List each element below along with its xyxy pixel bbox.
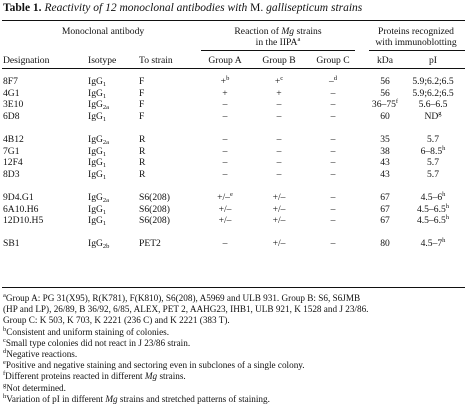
- cell-group-a: [198, 146, 252, 157]
- cell-designation: 4G1: [3, 87, 20, 99]
- cell-pi-note: h: [442, 237, 446, 244]
- cell-strain: R: [139, 157, 146, 168]
- cell-isotype: [88, 215, 106, 226]
- cell-kda-value: 43: [380, 157, 390, 168]
- cell-strain: PET2: [139, 238, 161, 249]
- footnote-marker: f: [3, 370, 6, 378]
- cell-group-a-value: –: [222, 99, 228, 110]
- cell-pi: [404, 111, 462, 122]
- cell-kda: [366, 215, 404, 226]
- cell-group-c-value: –: [330, 134, 336, 145]
- cell-group-a: [198, 204, 252, 215]
- isotype-text: IgG: [88, 134, 103, 145]
- header-bottom-rule: [2, 68, 465, 69]
- cell-isotype: [88, 99, 109, 110]
- footnote-text-post: strains and stretched patterns of staining.: [117, 393, 270, 404]
- cell-isotype: [88, 134, 109, 145]
- cell-group-b-value: +: [276, 87, 282, 99]
- footnote-text: Group A: PG 31(X95), R(K781), F(K810), S6(208), A5969 and ULB 931. Group B: S6, S6JMB: [5, 293, 361, 303]
- cell-pi-note: h: [442, 144, 446, 152]
- cell-group-c: [306, 134, 360, 145]
- cell-strain: F: [139, 99, 145, 110]
- cell-pi-value: 4.5–6.5: [416, 203, 446, 215]
- cell-kda: [366, 192, 404, 203]
- cell-group-c-value: –: [330, 87, 336, 99]
- footnote-marker: g: [3, 381, 7, 389]
- cell-group-c-value: –: [330, 145, 336, 157]
- header-proteins-recognized: Proteins recognized: [378, 26, 454, 37]
- cell-isotype: [88, 192, 109, 203]
- cell-kda: [366, 134, 404, 145]
- cell-pi: [404, 146, 462, 157]
- cell-designation: 12D10.H5: [3, 215, 44, 226]
- cell-designation: 8D3: [3, 168, 20, 180]
- cell-group-b: [252, 192, 306, 203]
- cell-designation: 7G1: [3, 145, 20, 157]
- cell-group-b-value: –: [276, 157, 282, 168]
- cell-group-a: [198, 111, 252, 122]
- isotype-text: IgG: [88, 99, 103, 110]
- cell-strain: F: [139, 87, 145, 99]
- cell-group-c-value: –: [330, 168, 336, 180]
- cell-strain: S6(208): [139, 215, 170, 226]
- cell-kda: [366, 111, 404, 122]
- table-bottom-rule: [2, 287, 465, 288]
- cell-group-c: [306, 111, 360, 122]
- table-label: Table 1.: [3, 2, 42, 14]
- cell-group-b: [252, 157, 306, 168]
- header-immunoblotting: with immunoblotting: [375, 37, 457, 48]
- cell-group-b: [252, 99, 306, 110]
- cell-pi-value: 5.7: [427, 168, 439, 180]
- cell-group-b-note: c: [280, 75, 284, 82]
- cell-group-b: [252, 111, 306, 122]
- cell-kda-value: 35: [380, 134, 390, 145]
- footnote-marker: b: [3, 325, 7, 333]
- cell-group-c: [306, 204, 360, 215]
- isotype-text: IgG: [88, 87, 103, 99]
- isotype-subclass: 1: [102, 173, 107, 181]
- cell-isotype: [88, 157, 106, 168]
- cell-group-c-value: –: [328, 76, 334, 87]
- cell-group-b-value: –: [276, 168, 282, 180]
- table-title: [3, 2, 362, 14]
- footnote-line: [3, 394, 270, 405]
- cell-pi: [404, 99, 462, 110]
- cell-pi-note: h: [445, 202, 450, 210]
- cell-strain: F: [139, 110, 145, 122]
- cell-pi-note: h: [442, 191, 446, 198]
- cell-pi: [404, 238, 462, 249]
- cell-isotype: [88, 146, 106, 157]
- cell-group-c: [306, 76, 360, 87]
- footnote-text: Not determined.: [6, 382, 66, 393]
- isotype-text: IgG: [88, 145, 103, 157]
- reaction-underline: [201, 50, 355, 51]
- cell-group-a-value: +: [222, 87, 228, 99]
- header-isotype: Isotype: [88, 55, 117, 66]
- cell-group-a-value: –: [222, 157, 228, 168]
- cell-pi-note: h: [445, 214, 450, 221]
- isotype-text: IgG: [88, 238, 103, 249]
- cell-group-a-note: b: [226, 75, 230, 82]
- cell-group-b: [252, 169, 306, 180]
- cell-group-a: [198, 88, 252, 99]
- cell-isotype: [88, 169, 106, 180]
- header-reaction: Reaction of Mg strains: [234, 26, 322, 37]
- cell-group-a-value: +/–: [218, 203, 232, 215]
- cell-strain: S6(208): [139, 192, 170, 203]
- cell-pi-value: 5.6–6.5: [418, 99, 448, 110]
- header-monoclonal-antibody: Monoclonal antibody: [61, 26, 145, 37]
- cell-pi-value: 5.7: [427, 157, 439, 168]
- cell-group-b-value: –: [276, 134, 282, 145]
- cell-isotype: [88, 76, 106, 87]
- cell-kda: [366, 157, 404, 168]
- cell-kda-value: 60: [380, 110, 390, 122]
- cell-kda: [366, 169, 404, 180]
- cell-kda: [366, 99, 404, 110]
- cell-group-c: [306, 238, 360, 249]
- top-rule: [2, 20, 465, 21]
- isotype-text: IgG: [88, 215, 103, 226]
- isotype-text: IgG: [88, 192, 103, 203]
- cell-group-b: [252, 88, 306, 99]
- cell-group-c: [306, 99, 360, 110]
- cell-group-c-value: –: [330, 192, 336, 203]
- footnote-text-italic: Mg: [105, 393, 118, 404]
- cell-group-b-value: +/–: [272, 215, 286, 226]
- cell-kda-value: 38: [380, 145, 390, 157]
- footnote-line: [3, 349, 77, 360]
- footnote-line: [3, 338, 190, 349]
- isotype-subclass: 1: [102, 208, 107, 216]
- cell-group-c-note: d: [333, 75, 338, 82]
- cell-group-b: [252, 76, 306, 87]
- cell-group-c-value: –: [330, 215, 336, 226]
- isotype-subclass: 2a: [102, 197, 110, 204]
- cell-designation: 3E10: [3, 99, 24, 110]
- footnote-line: [3, 327, 169, 338]
- cell-strain: S6(208): [139, 203, 170, 215]
- cell-designation: 6A10.H6: [3, 203, 39, 215]
- cell-group-a-value: –: [222, 168, 228, 180]
- footnote-line: [3, 360, 305, 371]
- footnote-text: (HP and LP), 26/89, B 36/92, 6/85, ALEX, PET 2, AAHG23, IHB1, ULB 921, K 1528 and J 23/86.: [3, 304, 369, 315]
- cell-designation: 8F7: [3, 76, 18, 87]
- cell-group-b-value: –: [276, 145, 282, 157]
- cell-strain: R: [139, 134, 146, 145]
- cell-group-a: [198, 99, 252, 110]
- header-to-strain: To strain: [139, 55, 173, 66]
- footnote-text-post: strains.: [157, 371, 186, 382]
- cell-group-a-value: +/–: [218, 215, 232, 226]
- cell-group-c-value: –: [330, 99, 336, 110]
- cell-pi: [404, 88, 462, 99]
- footnote-marker: d: [3, 348, 7, 355]
- table-title-text: Reactivity of 12 monoclonal antibodies with M. gallisepticum strains: [44, 2, 363, 14]
- isotype-subclass: 1: [102, 162, 107, 169]
- footnote-text: Group C: K 503, K 703, K 2221 (236 C) and K 2221 (383 T).: [3, 315, 230, 326]
- cell-pi-value: 5.9;6.2;6.5: [412, 87, 454, 99]
- footnote-line: [3, 371, 186, 382]
- cell-strain: R: [139, 168, 146, 180]
- cell-group-b: [252, 134, 306, 145]
- footnote-text-italic: Mg: [144, 371, 158, 382]
- cell-group-c: [306, 192, 360, 203]
- cell-group-a-value: –: [222, 145, 228, 157]
- header-pi: pI: [429, 55, 437, 66]
- isotype-subclass: 2a: [102, 104, 110, 111]
- isotype-subclass: 1: [102, 92, 107, 100]
- footnote-text-pre: Different proteins reacted in different: [5, 371, 145, 382]
- cell-pi-value: 5.9;6.2;6.5: [412, 76, 454, 87]
- cell-designation: SB1: [3, 238, 20, 249]
- footnote-marker: h: [3, 392, 7, 400]
- cell-pi: [404, 192, 462, 203]
- cell-kda: [366, 88, 404, 99]
- isotype-text: IgG: [88, 203, 103, 215]
- cell-group-b-value: +/–: [272, 203, 286, 215]
- footnote-line: [3, 293, 360, 304]
- footnote-text: Negative reactions.: [6, 349, 78, 359]
- isotype-text: IgG: [88, 76, 103, 87]
- cell-group-c-value: –: [330, 157, 336, 168]
- footnote-marker: e: [3, 359, 6, 367]
- cell-pi: [404, 157, 462, 168]
- cell-kda-value: 80: [380, 238, 390, 249]
- cell-group-a-value: +/–: [217, 192, 230, 203]
- isotype-subclass: 1: [102, 150, 107, 158]
- cell-strain: F: [139, 76, 145, 87]
- cell-pi-note: g: [438, 109, 442, 117]
- cell-kda: [366, 204, 404, 215]
- header-group-c: Group C: [316, 55, 350, 66]
- cell-strain: R: [139, 145, 146, 157]
- cell-group-a-value: –: [222, 134, 228, 145]
- cell-group-b: [252, 215, 306, 226]
- cell-kda: [366, 238, 404, 249]
- cell-isotype: [88, 111, 106, 122]
- cell-group-c-value: –: [330, 238, 336, 249]
- cell-pi-value: 4.5–6: [420, 192, 443, 203]
- cell-group-b-value: +/–: [272, 238, 286, 249]
- cell-group-a-value: –: [222, 238, 228, 249]
- cell-kda-note: f: [395, 98, 399, 105]
- cell-pi: [404, 169, 462, 180]
- cell-kda-value: 67: [380, 192, 390, 203]
- cell-pi: [404, 204, 462, 215]
- cell-group-a: [198, 157, 252, 168]
- cell-group-a-value: +: [220, 76, 227, 87]
- cell-kda-value: 56: [380, 87, 390, 99]
- cell-group-a-note: e: [229, 191, 233, 198]
- cell-pi-value: ND: [424, 110, 439, 122]
- footnote-marker: c: [3, 336, 6, 344]
- cell-group-b: [252, 146, 306, 157]
- cell-group-a: [198, 192, 252, 203]
- cell-group-b-value: –: [276, 110, 282, 122]
- cell-kda-value: 43: [380, 168, 390, 180]
- cell-pi-value: 4.5–7: [420, 238, 443, 249]
- cell-kda-value: 67: [380, 203, 390, 215]
- cell-group-c: [306, 215, 360, 226]
- cell-isotype: [88, 204, 106, 215]
- header-kda: kDa: [377, 55, 393, 66]
- cell-group-c: [306, 169, 360, 180]
- cell-designation: 9D4.G1: [3, 192, 34, 203]
- cell-isotype: [88, 88, 106, 99]
- cell-group-c: [306, 146, 360, 157]
- isotype-text: IgG: [88, 110, 103, 122]
- cell-designation: 4B12: [3, 134, 24, 145]
- header-group-b: Group B: [262, 55, 296, 66]
- cell-group-a-value: –: [222, 110, 228, 122]
- isotype-subclass: 2a: [102, 139, 110, 146]
- footnote-line: [3, 315, 230, 326]
- footnote-text-pre: Variation of pI in different: [6, 393, 106, 404]
- cell-kda: [366, 146, 404, 157]
- cell-pi: [404, 215, 462, 226]
- isotype-subclass: 1: [102, 81, 107, 88]
- isotype-subclass: 2b: [102, 243, 110, 250]
- header-group-a: Group A: [208, 55, 242, 66]
- cell-group-c: [306, 157, 360, 168]
- cell-isotype: [88, 238, 109, 249]
- isotype-text: IgG: [88, 168, 103, 180]
- cell-pi: [404, 134, 462, 145]
- cell-group-b-value: +/–: [272, 192, 286, 203]
- cell-pi-value: 5.7: [427, 134, 439, 145]
- cell-pi-value: 4.5–6.5: [416, 215, 446, 226]
- cell-group-c-value: –: [330, 110, 336, 122]
- cell-pi-value: 6–8.5: [420, 145, 443, 157]
- cell-group-b: [252, 204, 306, 215]
- isotype-text: IgG: [88, 157, 103, 168]
- cell-group-a: [198, 215, 252, 226]
- cell-pi: [404, 76, 462, 87]
- cell-designation: 12F4: [3, 157, 23, 168]
- cell-group-c: [306, 88, 360, 99]
- cell-kda: [366, 76, 404, 87]
- cell-group-c-value: –: [330, 203, 336, 215]
- footnote-text: Small type colonies did not react in J 23/86 strain.: [5, 337, 191, 348]
- cell-designation: 6D8: [3, 110, 20, 122]
- cell-kda-value: 67: [380, 215, 390, 226]
- cell-group-a: [198, 76, 252, 87]
- footnote-text: Consistent and uniform staining of colonies.: [6, 326, 170, 337]
- footnote-line: [3, 383, 66, 394]
- isotype-subclass: 1: [102, 220, 107, 227]
- cell-group-a: [198, 238, 252, 249]
- cell-group-b-value: +: [274, 76, 281, 87]
- header-reaction-iipa: in the IIPA$^a$: [255, 36, 301, 48]
- cell-group-b: [252, 238, 306, 249]
- cell-group-a: [198, 134, 252, 145]
- cell-kda-value: 36–75: [371, 99, 396, 110]
- cell-group-b-value: –: [276, 99, 282, 110]
- cell-group-a: [198, 169, 252, 180]
- footnote-marker: a: [3, 292, 6, 299]
- isotype-subclass: 1: [102, 115, 107, 123]
- footnote-line: [3, 304, 368, 315]
- footnote-text: Positive and negative staining and sectoring even in subclones of a single colony.: [5, 360, 305, 371]
- header-designation: Designation: [3, 55, 50, 66]
- proteins-underline: [369, 50, 465, 51]
- cell-kda-value: 56: [380, 76, 390, 87]
